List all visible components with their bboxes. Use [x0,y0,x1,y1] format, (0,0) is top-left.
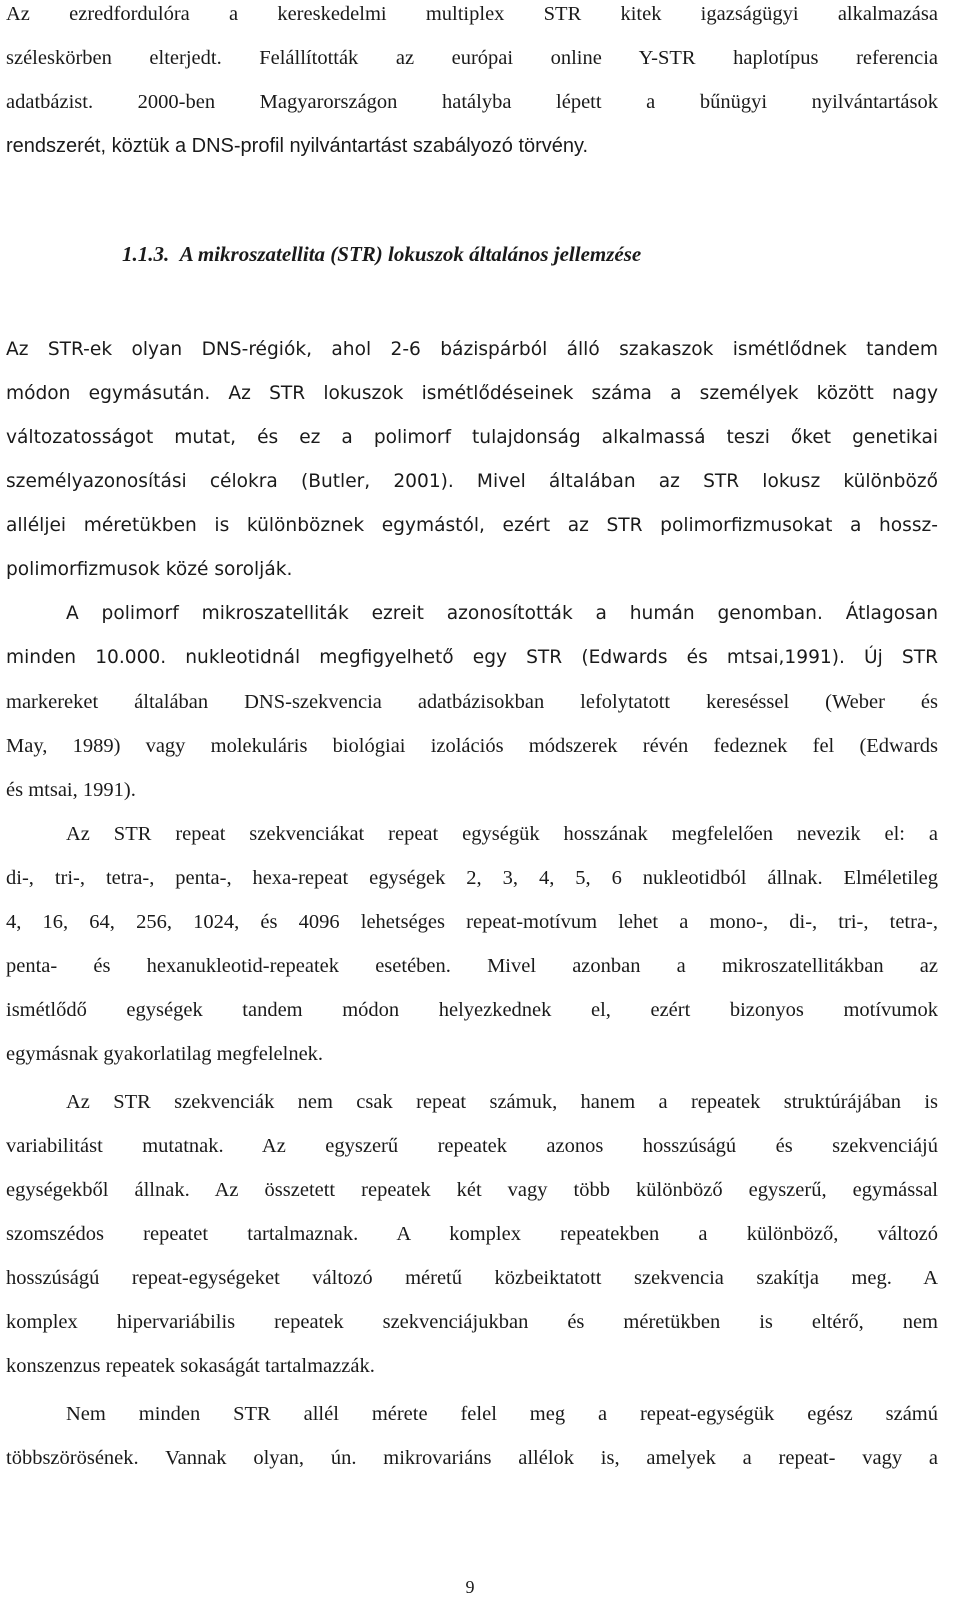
body-line-19: variabilitást mutatnak. Az egyszerű repeatek azonos hosszúságú és szekvenciájú [6,1135,938,1157]
body-line-5: alléljei méretükben is különböznek egymástól, ezért az STR polimorfizmusokat a hossz- [6,515,938,536]
body-line-11: és mtsai, 1991). [6,779,136,801]
body-line-6: polimorfizmusok közé sorolják. [6,559,293,580]
body-line-14: 4, 16, 64, 256, 1024, és 4096 lehetséges repeat-motívum lehet a mono-, di-, tri-, tetra-, [6,911,938,933]
body-line-2: módon egymásután. Az STR lokuszok ismétlődéseinek száma a személyek között nagy [6,383,938,404]
body-line-21: szomszédos repeatet tartalmaznak. A komplex repeatekben a különböző, változó [6,1223,938,1245]
body-line-25: Nem minden STR allél mérete felel meg a repeat-egységük egész számú [66,1403,938,1425]
body-line-22: hosszúságú repeat-egységeket változó méretű közbeiktatott szekvencia szakítja meg. A [6,1267,938,1289]
body-line-8: minden 10.000. nukleotidnál megfigyelhető egy STR (Edwards és mtsai,1991). Új STR [6,647,938,668]
body-line-16: ismétlődő egységek tandem módon helyezkednek el, ezért bizonyos motívumok [6,999,938,1021]
body-line-9: markereket általában DNS-szekvencia adatbázisokban lefolytatott kereséssel (Weber és [6,691,938,713]
body-line-1: Az STR-ek olyan DNS-régiók, ahol 2-6 bázispárból álló szakaszok ismétlődnek tandem [6,339,938,360]
section-number: 1.1.3. [122,242,170,266]
body-line-23: komplex hipervariábilis repeatek szekvenciájukban és méretükben is eltérő, nem [6,1311,938,1333]
body-line-13: di-, tri-, tetra-, penta-, hexa-repeat egységek 2, 3, 4, 5, 6 nukleotidból állnak. Elméletileg [6,867,938,889]
body-line-15: penta- és hexanukleotid-repeatek esetében. Mivel azonban a mikroszatellitákban az [6,955,938,977]
section-heading [122,241,641,267]
intro-line-1: Az ezredfordulóra a kereskedelmi multiplex STR kitek igazságügyi alkalmazása [6,3,938,25]
body-line-12: Az STR repeat szekvenciákat repeat egységük hosszának megfelelően nevezik el: a [66,823,938,845]
section-title: A mikroszatellita (STR) lokuszok általános jellemzése [179,242,642,266]
body-line-3: változatosságot mutat, és ez a polimorf tulajdonság alkalmassá teszi őket genetikai [6,427,938,448]
intro-line-3: adatbázist. 2000-ben Magyarországon hatályba lépett a bűnügyi nyilvántartások [6,91,938,113]
body-line-26: többszörösének. Vannak olyan, ún. mikrovariáns allélok is, amelyek a repeat- vagy a [6,1447,938,1469]
document-page [6,0,938,1604]
body-line-24: konszenzus repeatek sokaságát tartalmazzák. [6,1355,375,1377]
body-line-4: személyazonosítási célokra (Butler, 2001). Mivel általában az STR lokusz különböző [6,471,938,492]
body-line-20: egységekből állnak. Az összetett repeatek két vagy több különböző egyszerű, egymással [6,1179,938,1201]
body-line-10: May, 1989) vagy molekuláris biológiai izolációs módszerek révén fedeznek fel (Edwards [6,735,938,757]
body-line-17: egymásnak gyakorlatilag megfelelnek. [6,1043,324,1065]
intro-line-2: széleskörben elterjedt. Felállították az európai online Y-STR haplotípus referencia [6,47,938,69]
body-line-7: A polimorf mikroszatelliták ezreit azonosították a humán genomban. Átlagosan [66,603,938,624]
body-line-18: Az STR szekvenciák nem csak repeat számuk, hanem a repeatek struktúrájában is [66,1091,938,1113]
intro-line-4: rendszerét, köztük a DNS-profil nyilvántartást szabályozó törvény. [6,135,589,157]
page-number: 9 [465,1577,475,1597]
